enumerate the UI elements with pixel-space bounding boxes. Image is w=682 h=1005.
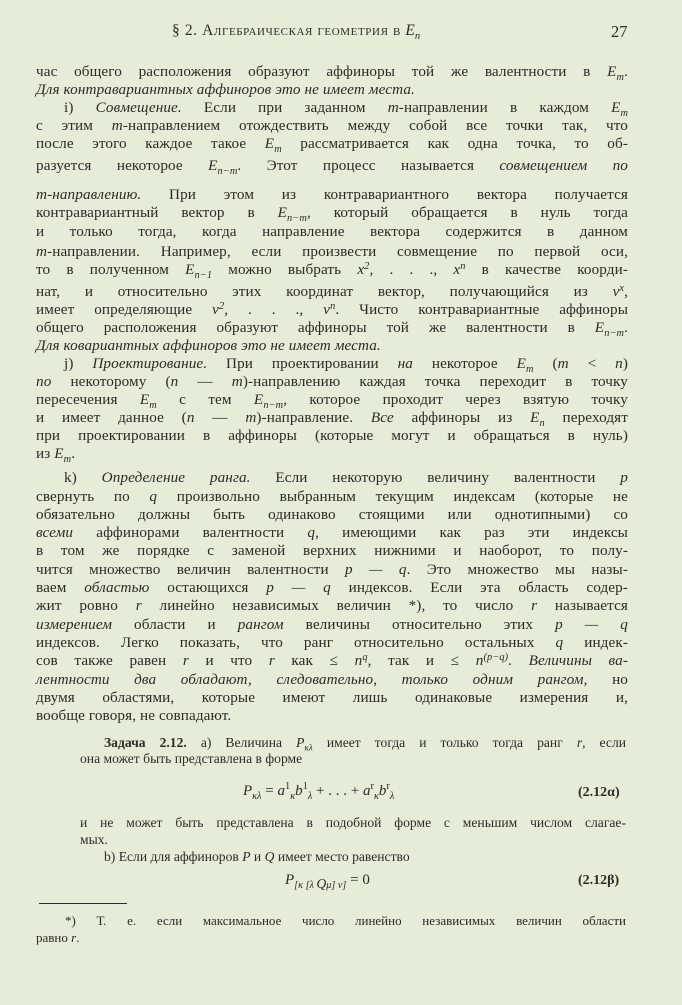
italic-run: q xyxy=(149,488,158,505)
math-index: n xyxy=(330,300,336,312)
text-run: пересечения xyxy=(36,391,140,408)
text-run: При проектировании xyxy=(207,355,398,372)
math-index: n−m xyxy=(217,166,238,178)
text-run: после этого каждое такое xyxy=(36,135,265,152)
formula-2-12-alpha xyxy=(243,781,395,803)
text-run: индексов. Если эта область содер- xyxy=(330,579,628,596)
italic-run: r xyxy=(576,735,583,750)
text-run: и что xyxy=(188,652,269,669)
text-line xyxy=(36,186,628,204)
italic-run: b xyxy=(378,783,387,799)
text-line xyxy=(36,634,628,652)
text-line xyxy=(80,832,626,848)
math-index: κ xyxy=(373,791,379,803)
text-line xyxy=(36,707,628,725)
text-run: )-направление. xyxy=(256,409,371,426)
text-run: При этом из контравариантного вектора получается xyxy=(141,186,628,203)
text-line xyxy=(36,542,628,560)
text-run: двумя областями, которые имеют лишь одинаковые измерения и, xyxy=(36,689,628,706)
italic-run: лентности два обладают, xyxy=(36,671,252,688)
italic-run: по xyxy=(36,373,52,390)
text-run: , . . ., xyxy=(224,301,324,318)
text-run: . xyxy=(624,63,628,80)
text-run: в качестве коорди- xyxy=(465,261,628,278)
footnote-separator xyxy=(39,903,127,904)
text-line xyxy=(36,671,628,689)
italic-run: Совмещение. xyxy=(95,99,182,116)
italic-run: r xyxy=(71,930,77,945)
math-index: m xyxy=(274,144,282,156)
math-index: (p−q) xyxy=(483,651,509,663)
italic-run: P xyxy=(242,849,251,864)
text-run: . Чисто контравариантные аффиноры xyxy=(335,301,628,318)
italic-run: Для ковариантных аффиноров это не имеет места. xyxy=(36,337,381,354)
text-line xyxy=(36,524,628,542)
text-run: — xyxy=(178,373,232,390)
math-index: n−m xyxy=(604,328,625,340)
italic-run: Величины ва- xyxy=(528,652,629,669)
text-run: . Этот процесс называется xyxy=(237,157,500,174)
italic-run: n xyxy=(354,652,363,669)
text-run: ваем xyxy=(36,579,85,596)
italic-run: E xyxy=(594,319,605,336)
text-run: < xyxy=(568,355,616,372)
text-line xyxy=(36,283,628,301)
math-index: m xyxy=(149,400,157,412)
text-run: . xyxy=(624,319,628,336)
text-run: . xyxy=(71,445,76,462)
italic-run: x xyxy=(357,261,365,278)
text-run: из xyxy=(36,445,55,462)
text-run: называется xyxy=(537,597,629,614)
page-number: 27 xyxy=(611,22,628,41)
text-run: аффиноры из xyxy=(393,409,531,426)
text-line xyxy=(36,506,628,524)
math-index: κλ xyxy=(304,742,313,753)
text-run: аффинорами валентности xyxy=(73,524,308,541)
text-run: но xyxy=(587,671,628,688)
text-run: нат, и относительно этих координат вектор, получающийся из xyxy=(36,283,613,300)
italic-run: E xyxy=(185,261,195,278)
text-run: некоторому ( xyxy=(51,373,171,390)
italic-run: E xyxy=(208,157,218,174)
math-index: [κ [λ xyxy=(294,880,317,892)
text-run: равно xyxy=(36,930,72,945)
math-index: λ xyxy=(307,791,313,803)
italic-run: q xyxy=(555,634,564,651)
italic-run: x xyxy=(453,261,461,278)
equation-number-beta: (2.12β) xyxy=(578,873,620,888)
text-run xyxy=(252,671,277,688)
text-run: мых. xyxy=(80,832,108,847)
text-run: = 0 xyxy=(346,872,370,888)
math-index: r xyxy=(386,781,390,793)
text-run: j) xyxy=(64,355,93,372)
text-line xyxy=(80,735,626,751)
text-run: и не может быть представлена в подобной форме с меньшим числом слагае- xyxy=(80,815,626,830)
text-run: имеет тогда и только тогда ранг xyxy=(312,735,577,750)
italic-run: E xyxy=(530,409,540,426)
bold-run: Задача 2.12. xyxy=(104,735,187,750)
text-run: . xyxy=(76,930,80,945)
text-run: , которое проходит через взятую точку xyxy=(283,391,628,408)
text-run: и только тогда, когда направление вектора содержится в данном xyxy=(36,223,628,240)
text-line xyxy=(36,469,628,487)
text-line xyxy=(80,849,626,865)
text-line xyxy=(36,689,628,707)
italic-run: p — q xyxy=(345,561,407,578)
text-run: области и xyxy=(112,616,238,633)
text-run: некоторое xyxy=(412,355,517,372)
italic-run: E xyxy=(253,391,264,408)
italic-run: всеми xyxy=(36,524,74,541)
text-run: имеет определяющие xyxy=(36,301,213,318)
math-index: 2 xyxy=(364,260,370,272)
text-line xyxy=(36,81,628,99)
math-index: m xyxy=(620,108,629,120)
text-run: i) xyxy=(64,99,96,116)
text-run: с тем xyxy=(156,391,254,408)
italic-run: E xyxy=(54,445,64,462)
math-index: 2 xyxy=(218,300,225,312)
text-line xyxy=(36,117,628,135)
math-index: m xyxy=(526,364,534,376)
text-run: свернуть по xyxy=(36,488,150,505)
italic-run: n xyxy=(615,355,623,372)
text-line xyxy=(36,99,629,120)
text-line xyxy=(36,319,628,340)
italic-run: измерением xyxy=(36,616,113,633)
text-line xyxy=(36,445,628,466)
text-run: = xyxy=(261,783,278,799)
italic-run: E xyxy=(607,63,617,80)
text-run: обязательно должны быть одинаково стоящими или однотипными) со xyxy=(36,506,628,523)
math-index: m xyxy=(616,72,625,84)
text-run: и имеет данное ( xyxy=(36,409,187,426)
text-line xyxy=(36,204,628,225)
text-run: она может быть представлена в форме xyxy=(80,751,303,766)
text-line xyxy=(36,243,628,261)
text-run: жит ровно xyxy=(36,597,136,614)
text-run: . xyxy=(508,652,529,669)
text-run: чится множество величин валентности xyxy=(36,561,346,578)
text-run: можно выбрать xyxy=(212,261,358,278)
italic-run: областью xyxy=(84,579,150,596)
math-index: n xyxy=(460,260,466,272)
italic-run: Проектирование. xyxy=(92,355,208,372)
text-line xyxy=(36,301,628,319)
text-run: разуется некоторое xyxy=(36,157,209,174)
text-line xyxy=(36,913,626,929)
italic-run: m xyxy=(36,243,48,260)
italic-run: m xyxy=(557,355,569,372)
text-line xyxy=(36,260,628,282)
text-run: ( xyxy=(533,355,558,372)
italic-run: p xyxy=(620,469,628,486)
math-index: λ xyxy=(389,791,395,803)
text-run: -направлением отождествить между собой все точки так, что xyxy=(122,117,628,134)
text-run: переходят xyxy=(544,409,628,426)
italic-run: P xyxy=(296,735,305,750)
italic-run: только одним рангом, xyxy=(401,671,588,688)
italic-run: Определение ранга. xyxy=(101,469,251,486)
text-run: произвольно выбранным текущим индексам (которые не xyxy=(157,488,628,505)
text-line xyxy=(36,157,628,178)
text-run: в том же порядке с заменой верхних нижними и наоборот, то полу- xyxy=(36,542,628,559)
text-run: индексов. Легко показать, что ранг относительно остальных xyxy=(36,634,556,651)
math-index: x xyxy=(619,282,625,294)
formula-2-12-beta xyxy=(285,872,370,892)
text-run: контравариантный вектор в xyxy=(36,204,278,221)
text-run: Если при заданном xyxy=(181,99,388,116)
math-index: n xyxy=(414,31,421,43)
text-line xyxy=(36,616,628,634)
text-line xyxy=(80,751,626,767)
italic-run: E xyxy=(264,135,275,152)
italic-run: m xyxy=(387,99,399,116)
text-run: как ≤ xyxy=(274,652,355,669)
math-index: n xyxy=(539,418,545,430)
text-line xyxy=(36,597,628,615)
italic-run: m xyxy=(245,409,257,426)
text-line xyxy=(36,579,628,597)
italic-run: v xyxy=(612,283,620,300)
text-line xyxy=(80,815,626,831)
text-line xyxy=(36,409,628,430)
text-line xyxy=(36,337,628,355)
italic-run: P xyxy=(243,783,253,799)
text-run: , так и ≤ xyxy=(367,652,476,669)
italic-run: r xyxy=(268,652,275,669)
text-run: . Это множество мы назы- xyxy=(406,561,628,578)
italic-run: m-направлению. xyxy=(36,186,142,203)
italic-run: на xyxy=(397,355,413,372)
italic-run: q xyxy=(307,524,316,541)
text-run: величины относительно этих xyxy=(283,616,556,633)
italic-run: следовательно, xyxy=(276,671,378,688)
text-run: , xyxy=(624,283,628,300)
italic-run: r xyxy=(531,597,538,614)
text-run: + . . . + xyxy=(312,783,363,799)
italic-run: v xyxy=(323,301,331,318)
text-run: линейно независимых величин *), то число xyxy=(141,597,532,614)
italic-run: рангом xyxy=(237,616,284,633)
math-index: r xyxy=(370,781,374,793)
text-run xyxy=(377,671,402,688)
italic-run: v xyxy=(212,301,219,318)
text-run: ) xyxy=(622,355,628,372)
text-run: — xyxy=(194,409,246,426)
italic-run: m xyxy=(231,373,243,390)
text-run: вообще говоря, не совпадают. xyxy=(36,707,232,724)
math-index: κ xyxy=(290,791,296,803)
text-run: рассматривается как одна точка, то об- xyxy=(281,135,628,152)
italic-run: E xyxy=(516,355,527,372)
italic-run: b xyxy=(295,783,303,799)
text-run: с этим xyxy=(36,117,112,134)
text-run: при проектировании в аффиноры (которые могут и обращаться в нуль) xyxy=(36,427,628,444)
text-line xyxy=(36,391,628,412)
math-index: m xyxy=(63,454,72,466)
italic-run: n xyxy=(186,409,195,426)
equation-number-alpha: (2.12α) xyxy=(578,785,620,800)
italic-run: r xyxy=(182,652,189,669)
italic-run: n xyxy=(170,373,179,390)
italic-run: a xyxy=(277,783,285,799)
text-run: k) xyxy=(64,469,102,486)
italic-run: m xyxy=(111,117,123,134)
text-run: , . . ., xyxy=(369,261,454,278)
text-run: имеет место равенство xyxy=(274,849,410,864)
italic-run: P xyxy=(285,872,295,888)
text-line xyxy=(36,652,628,670)
italic-run: E xyxy=(277,204,288,221)
text-run: остающихся xyxy=(149,579,267,596)
math-index: μ] ν] xyxy=(326,880,347,892)
text-run: b) Если для аффиноров xyxy=(104,849,243,864)
math-index: q xyxy=(362,651,368,663)
text-run: *) Т. е. если максимальное число линейно независимых величин области xyxy=(65,913,626,928)
italic-run: r xyxy=(135,597,142,614)
text-run: , имеющими как раз эти индексы xyxy=(315,524,628,541)
math-index: Q xyxy=(316,876,327,892)
italic-run: E xyxy=(611,99,621,116)
math-index: n−m xyxy=(287,213,307,225)
text-line xyxy=(36,135,628,156)
text-line xyxy=(36,427,628,445)
text-line xyxy=(36,930,626,946)
text-run: сов также равен xyxy=(36,652,183,669)
math-index: n−1 xyxy=(194,270,213,282)
text-run: и xyxy=(250,849,265,864)
text-line xyxy=(36,561,628,579)
text-run: то в полученном xyxy=(36,261,186,278)
italic-run: Q xyxy=(264,849,275,864)
text-line xyxy=(36,355,628,376)
text-run: -направлении в каждом xyxy=(398,99,612,116)
math-index: κλ xyxy=(252,791,262,803)
text-run: индек- xyxy=(563,634,628,651)
text-run: час общего расположения образуют аффиноры той же валентности в xyxy=(36,63,608,80)
italic-run: n xyxy=(475,652,484,669)
italic-run: E xyxy=(139,391,150,408)
text-run: )-направлению каждая точка переходит в точку xyxy=(242,373,628,390)
text-line xyxy=(36,223,628,241)
math-index: 1 xyxy=(284,781,291,793)
italic-run: E xyxy=(405,22,415,39)
italic-run: a xyxy=(362,783,371,799)
text-run: § 2. Алгебраическая геометрия в xyxy=(172,22,406,39)
text-run: , который обращается в нуль тогда xyxy=(306,204,628,221)
italic-run: Для контравариантных аффиноров это не имеет места. xyxy=(36,81,415,98)
text-run: -направлении. Например, если произвести совмещение по первой оси, xyxy=(47,243,628,260)
text-run: общего расположения образуют аффиноры той же валентности в xyxy=(36,319,595,336)
text-line xyxy=(36,373,628,391)
text-run: Если некоторую величину валентности xyxy=(250,469,621,486)
text-run: a) Величина xyxy=(186,735,297,750)
text-line xyxy=(36,63,628,84)
math-index: 1 xyxy=(302,781,308,793)
italic-run: p — q xyxy=(555,616,628,633)
italic-run: p — q xyxy=(266,579,331,596)
running-header xyxy=(172,22,421,43)
text-line xyxy=(36,488,628,506)
math-index: n−m xyxy=(263,400,284,412)
italic-run: совмещением по xyxy=(499,157,628,174)
italic-run: Все xyxy=(370,409,394,426)
text-run: , если xyxy=(582,735,627,750)
